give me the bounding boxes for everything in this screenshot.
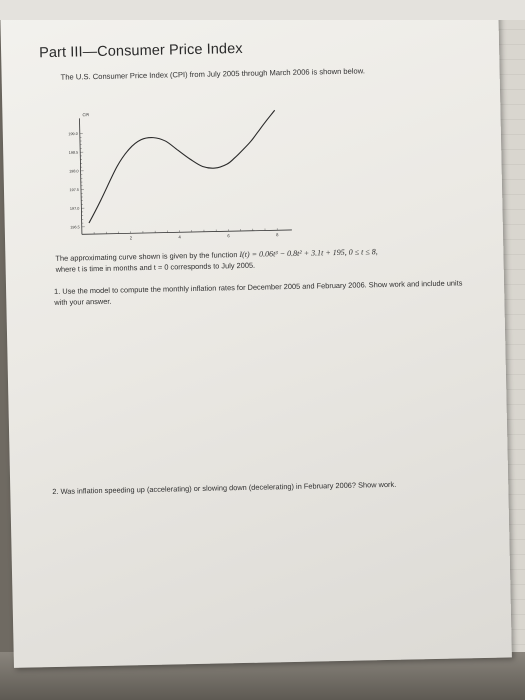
question-2: 2. Was inflation speeding up (accelerating) or slowing down (decelerating) in February 2006? Show work. [52, 479, 397, 497]
x-tick-label: 4 [178, 234, 181, 240]
question-1: 1. Use the model to compute the monthly inflation rates for December 2005 and February 2006. Show work and include units with your answer. [54, 278, 463, 307]
x-axis [82, 230, 292, 234]
y-tick-label: 197.0 [69, 206, 80, 211]
x-tick-label: 8 [276, 232, 279, 238]
y-tick-label: 197.5 [69, 187, 80, 193]
x-tick-label: 2 [129, 235, 133, 241]
function-description [55, 244, 475, 275]
cpi-chart [57, 104, 300, 249]
y-tick-label: 199.0 [68, 132, 78, 137]
y-tick-label: 196.5 [70, 225, 80, 230]
cpi-curve [87, 110, 277, 223]
page-subtitle: The U.S. Consumer Price Index (CPI) from July 2005 through March 2006 is shown below. [60, 66, 365, 82]
y-axis [79, 118, 81, 234]
y-tick-label: 198.0 [69, 169, 79, 174]
function-formula: I(t) = 0.06t³ − 0.8t² + 3.1t + 195, 0 ≤ t ≤ 8, [239, 247, 378, 260]
top-edge [0, 0, 525, 20]
y-axis-label: CPI [82, 112, 90, 118]
function-time-note: where t is time in months and t = 0 corresponds to July 2005. [55, 260, 256, 274]
x-tick-label: 6 [227, 233, 230, 239]
page-title: Part III—Consumer Price Index [38, 40, 243, 62]
y-tick-label: 198.5 [68, 150, 79, 155]
function-lead-text: The approximating curve shown is given by the function [55, 250, 240, 263]
